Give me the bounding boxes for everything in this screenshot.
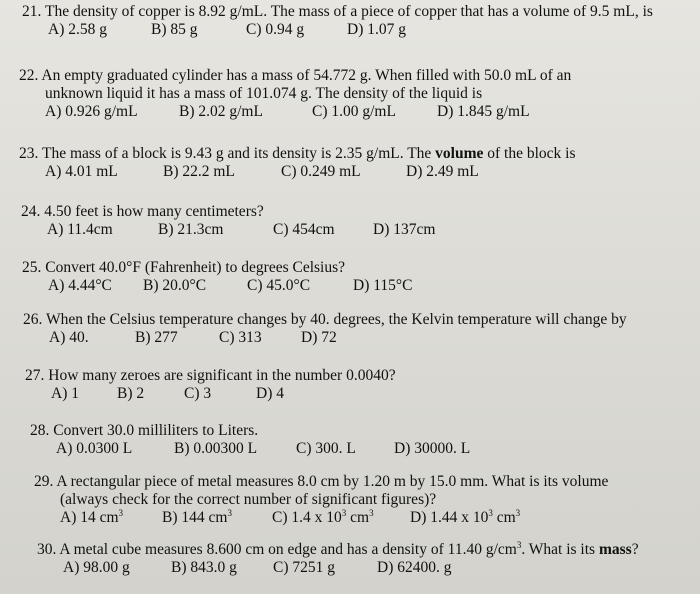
question-29 (34, 473, 608, 527)
answer-choices (19, 163, 576, 181)
choice-b[interactable]: B) 277 (135, 329, 178, 346)
question-26 (23, 311, 627, 347)
choice-c[interactable]: C) 3 (184, 385, 212, 402)
answer-choices (30, 440, 470, 458)
choice-b[interactable]: B) 20.0°C (143, 277, 207, 294)
choice-c[interactable]: C) 313 (219, 329, 262, 346)
question-27 (25, 367, 396, 403)
question-30 (37, 541, 639, 577)
question-28 (30, 422, 470, 458)
choice-a[interactable]: A) 0.926 g/mL (45, 103, 138, 120)
choice-d[interactable]: D) 2.49 mL (406, 163, 479, 180)
choice-d[interactable]: D) 1.07 g (347, 21, 406, 38)
choice-a[interactable]: A) 2.58 g (48, 21, 107, 38)
question-stem-line2: unknown liquid it has a mass of 101.074 g. The density of the liquid is (45, 85, 483, 102)
answer-choices (25, 385, 396, 403)
choice-c[interactable]: C) 45.0°C (247, 277, 311, 294)
choice-d[interactable]: D) 1.845 g/mL (437, 103, 530, 120)
question-stem: 26. When the Celsius temperature changes by 40. degrees, the Kelvin temperature will change by (23, 311, 627, 328)
choice-c[interactable]: C) 454cm (273, 221, 335, 238)
choice-a[interactable]: A) 40. (49, 329, 89, 346)
choice-a[interactable]: A) 0.0300 L (56, 440, 133, 457)
choice-c[interactable]: C) 0.249 mL (281, 163, 361, 180)
answer-choices (21, 221, 435, 239)
answer-choices (34, 509, 608, 527)
choice-c[interactable]: C) 0.94 g (246, 21, 305, 38)
question-stem: 29. A rectangular piece of metal measures 8.0 cm by 1.20 m by 15.0 mm. What is its volume (34, 473, 609, 490)
choice-b[interactable]: B) 843.0 g (171, 559, 237, 576)
choice-d[interactable]: D) 30000. L (394, 440, 471, 457)
question-23 (19, 145, 576, 181)
question-25 (22, 259, 412, 295)
question-21 (22, 3, 653, 39)
question-stem: 24. 4.50 feet is how many centimeters? (21, 203, 264, 220)
choice-b[interactable]: B) 22.2 mL (163, 163, 235, 180)
choice-d[interactable]: D) 115°C (353, 277, 413, 294)
choice-b[interactable]: B) 2.02 g/mL (179, 103, 263, 120)
question-stem: 21. The density of copper is 8.92 g/mL. The mass of a piece of copper that has a volume of 9.5 mL, is (22, 3, 653, 20)
question-stem: 30. A metal cube measures 8.600 cm on edge and has a density of 11.40 $g/cm^3$. What is its mass? (37, 540, 639, 558)
choice-d[interactable]: D) 137cm (373, 221, 436, 238)
choice-b[interactable]: B) 0.00300 L (174, 440, 258, 457)
choice-b[interactable]: B) 21.3cm (158, 221, 224, 238)
choice-d[interactable]: D) 1.44 x $10^3$ $cm^3$ (410, 508, 521, 526)
answer-choices (19, 103, 571, 121)
question-22 (19, 67, 571, 121)
choice-a[interactable]: A) 98.00 g (63, 559, 130, 576)
answer-choices (37, 559, 639, 577)
question-stem: 22. An empty graduated cylinder has a mass of 54.772 g. When filled with 50.0 mL of an (19, 67, 572, 84)
answer-choices (22, 277, 412, 295)
question-stem: 25. Convert 40.0°F (Fahrenheit) to degrees Celsius? (22, 259, 346, 276)
question-stem-line2: (always check for the correct number of significant figures)? (60, 491, 437, 508)
question-stem: 28. Convert 30.0 milliliters to Liters. (30, 422, 259, 439)
choice-d[interactable]: D) 72 (301, 329, 337, 346)
question-stem: 23. The mass of a block is 9.43 g and its density is 2.35 g/mL. The volume of the block is (19, 145, 576, 162)
question-24 (21, 203, 435, 239)
choice-a[interactable]: A) 14 $cm^3$ (60, 508, 124, 526)
choice-a[interactable]: A) 4.44°C (48, 277, 112, 294)
choice-d[interactable]: D) 4 (256, 385, 284, 402)
question-stem: 27. How many zeroes are significant in the number 0.0040? (25, 367, 396, 384)
choice-d[interactable]: D) 62400. g (377, 559, 452, 576)
choice-a[interactable]: A) 11.4cm (47, 221, 113, 238)
choice-c[interactable]: C) 7251 g (273, 559, 335, 576)
choice-b[interactable]: B) 85 g (151, 21, 198, 38)
answer-choices (22, 21, 653, 39)
choice-c[interactable]: C) 1.00 g/mL (312, 103, 396, 120)
choice-b[interactable]: B) 2 (117, 385, 145, 402)
keyword-mass: mass (598, 541, 632, 558)
choice-b[interactable]: B) 144 $cm^3$ (162, 508, 232, 526)
choice-a[interactable]: A) 1 (51, 385, 79, 402)
keyword-volume: volume (435, 145, 484, 162)
choice-c[interactable]: C) 300. L (296, 440, 356, 457)
answer-choices (23, 329, 627, 347)
choice-c[interactable]: C) 1.4 x $10^3$ $cm^3$ (272, 508, 374, 526)
choice-a[interactable]: A) 4.01 mL (45, 163, 118, 180)
